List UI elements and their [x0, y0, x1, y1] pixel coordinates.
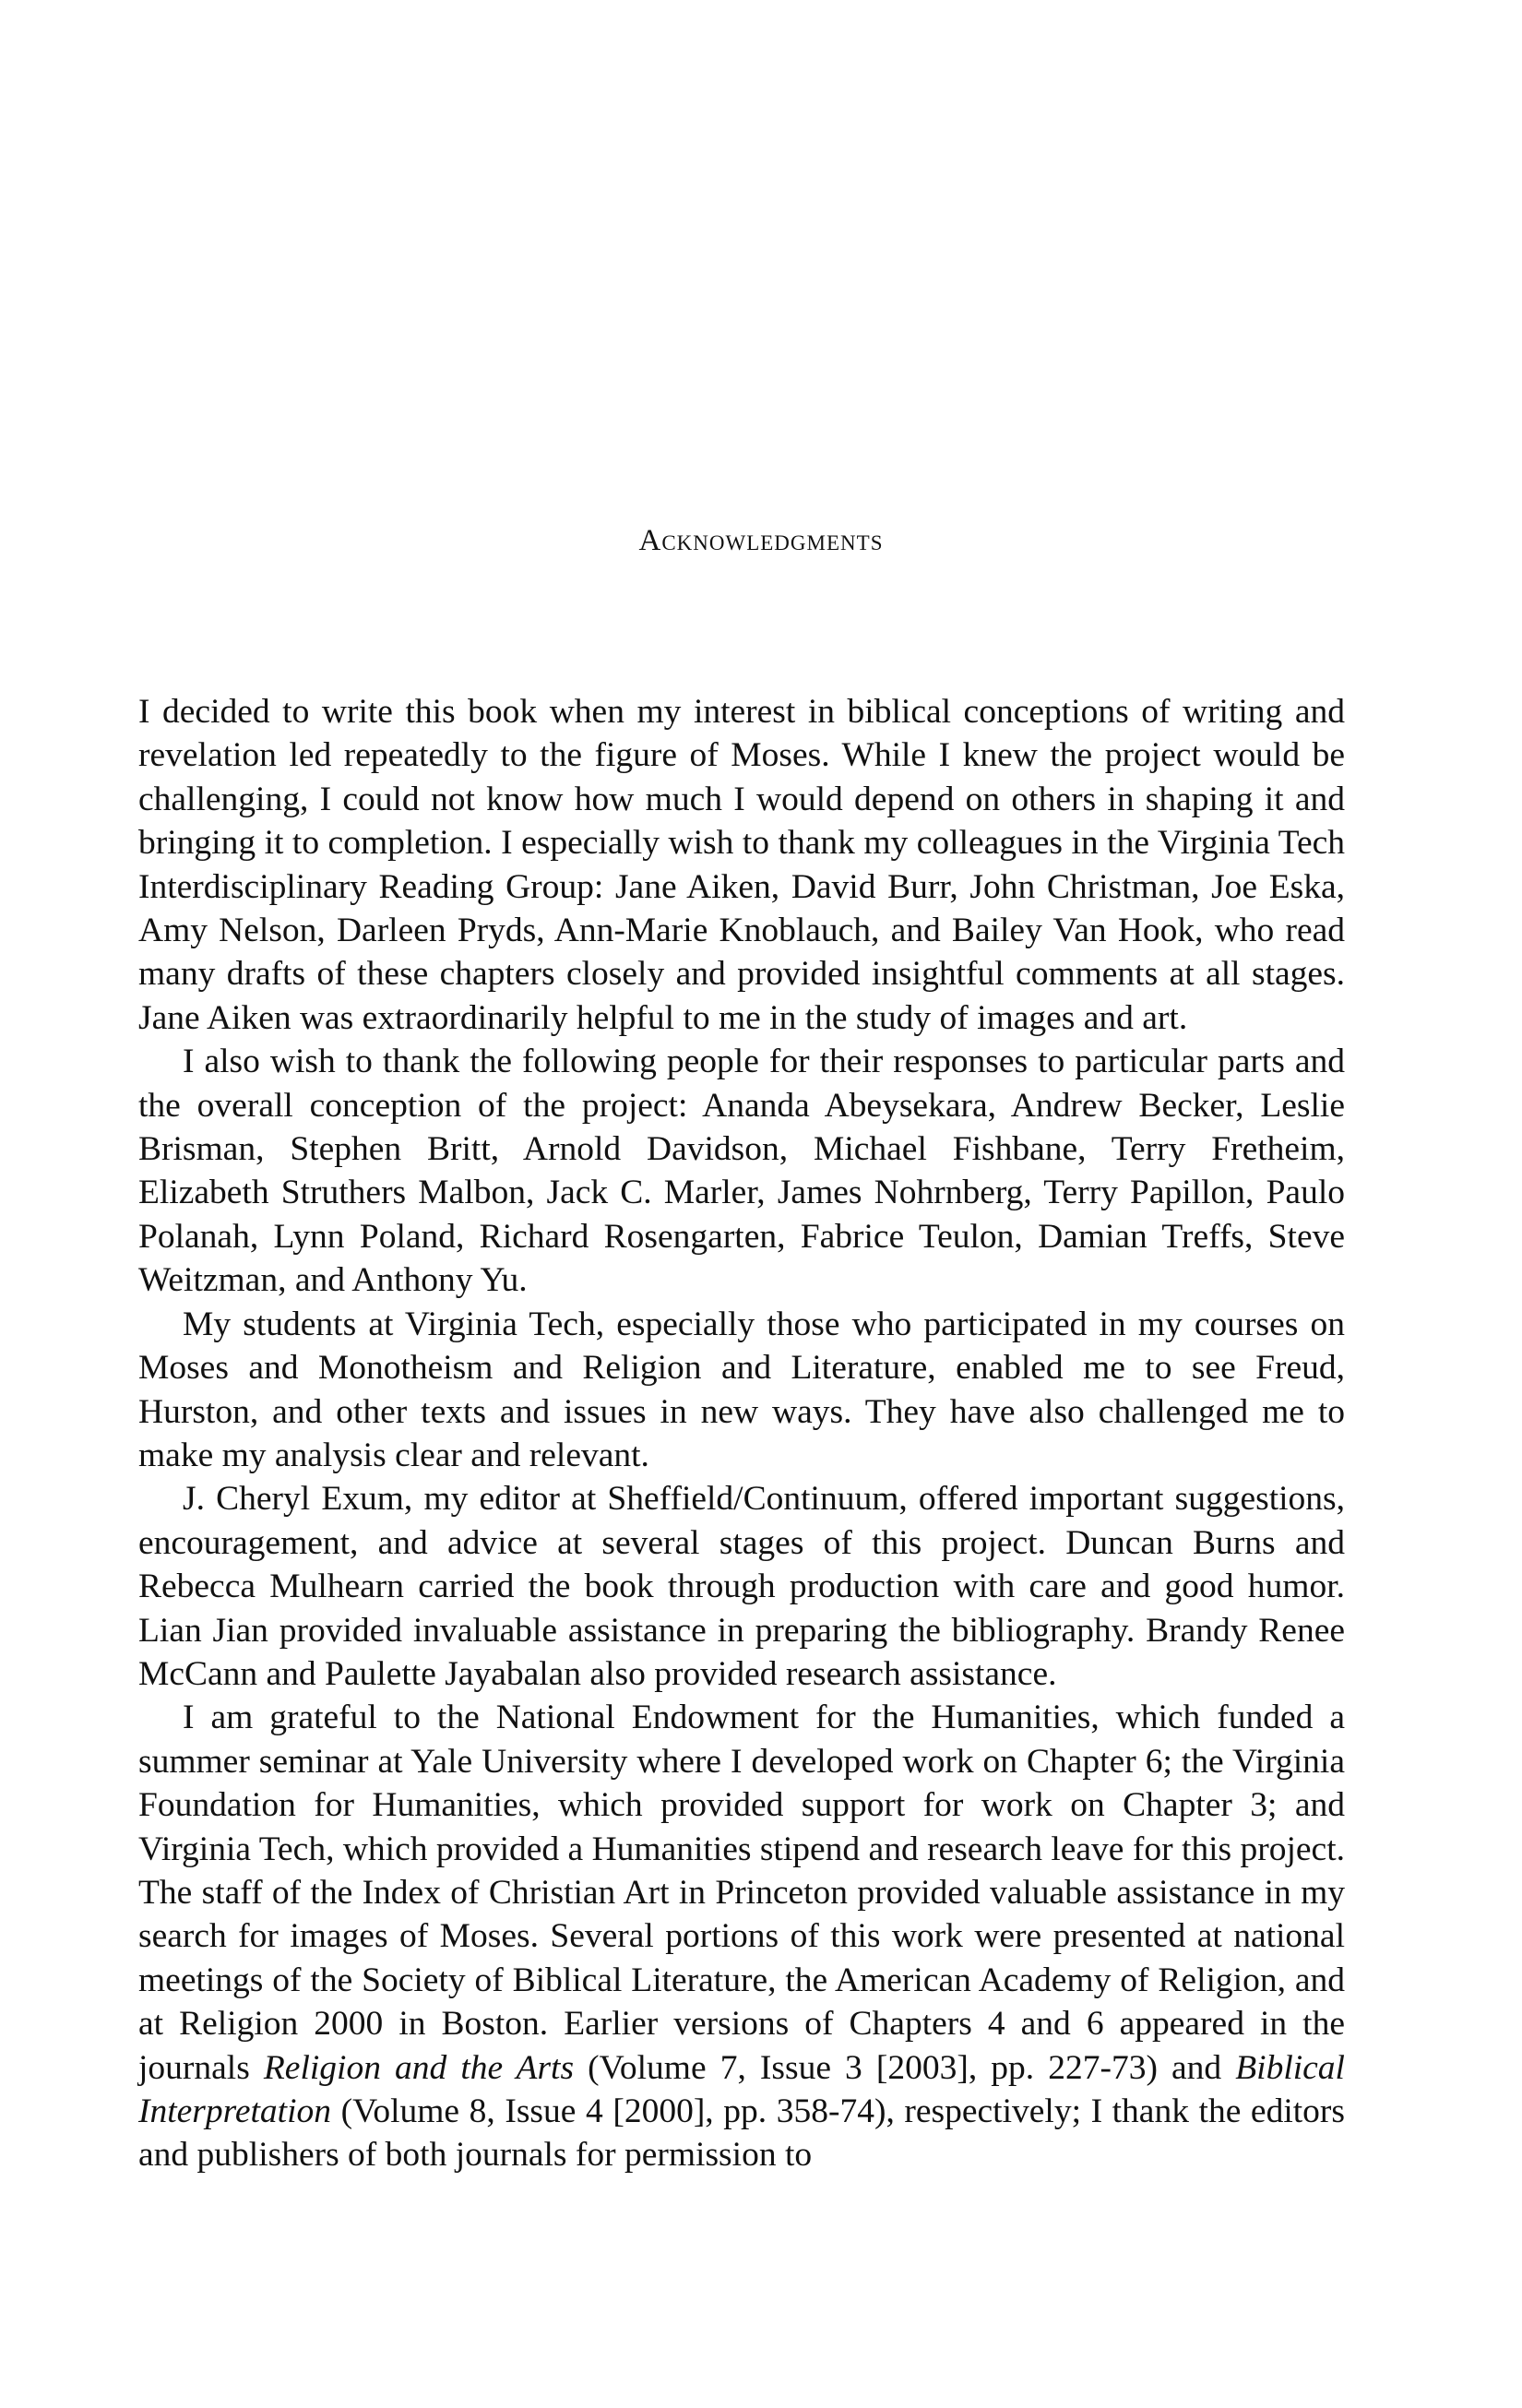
- paragraph-5-text-before: I am grateful to the National Endowment for the Humanities, which funded a summer seminar at Yale University where I developed work on Chapter 6; the Virginia Foundation for Humanities, which provided support for work on Chapter 3; and Virginia Tech, which provided a Humanities stipend and research leave for this project. The staff of the Index of Christian Art in Princeton provided valuable assistance in my search for images of Moses. Several portions of this work were presented at national meetings of the Society of Biblical Literature, the American Academy of Religion, and at Religion 2000 in Boston. Earlier versions of Chapters 4 and 6 appeared in the journals: [138, 1699, 1345, 2087]
- journal-title-religion-and-the-arts: Religion and the Arts: [263, 2048, 575, 2087]
- body-text: [138, 690, 1345, 2177]
- journal-title-biblical-interpretation: Biblical Interpretation: [138, 2048, 1345, 2130]
- paragraph-4: J. Cheryl Exum, my editor at Sheffield/Continuum, offered important suggestions, encouragement, and advice at several stages of this project. Duncan Burns and Rebecca Mulhearn carried the book through production with care and good humor. Lian Jian provided invaluable assistance in preparing the bibliography. Brandy Renee McCann and Paulette Jayabalan also provided research assistance.: [138, 1480, 1345, 1693]
- paragraph-5-text-after: (Volume 8, Issue 4 [2000], pp. 358-74), respectively; I thank the editors and publishers of both journals for permission to: [138, 2092, 1345, 2175]
- paragraph-5-text-middle: (Volume 7, Issue 3 [2003], pp. 227-73) and: [574, 2048, 1236, 2087]
- paragraph-3: My students at Virginia Tech, especially those who participated in my courses on Moses and Monotheism and Religion and Literature, enabled me to see Freud, Hurston, and other texts and issues in new ways. They have also challenged me to make my analysis clear and relevant.: [138, 1305, 1345, 1474]
- paragraph-5: [138, 1696, 1345, 2176]
- paragraph-1: I decided to write this book when my interest in biblical conceptions of writing and revelation led repeatedly to the figure of Moses. While I knew the project would be challenging, I could not know how much I would depend on others in shaping it and bringing it to completion. I especially wish to thank my colleagues in the Virginia Tech Interdisciplinary Reading Group: Jane Aiken, David Burr, John Christman, Joe Eska, Amy Nelson, Darleen Pryds, Ann-Marie Knoblauch, and Bailey Van Hook, who read many drafts of these chapters closely and provided insightful comments at all stages. Jane Aiken was extraordinarily helpful to me in the study of images and art.: [138, 693, 1345, 1037]
- paragraph-2: I also wish to thank the following people for their responses to particular parts and the overall conception of the project: Ananda Abeysekara, Andrew Becker, Leslie Brisman, Stephen Britt, Arnold Davidson, Michael Fishbane, Terry Fretheim, Elizabeth Struthers Malbon, Jack C. Marler, James Nohrnberg, Terry Papillon, Paulo Polanah, Lynn Poland, Richard Rosengarten, Fabrice Teulon, Damian Treffs, Steve Weitzman, and Anthony Yu.: [138, 1043, 1345, 1300]
- page-title: Acknowledgments: [638, 524, 884, 557]
